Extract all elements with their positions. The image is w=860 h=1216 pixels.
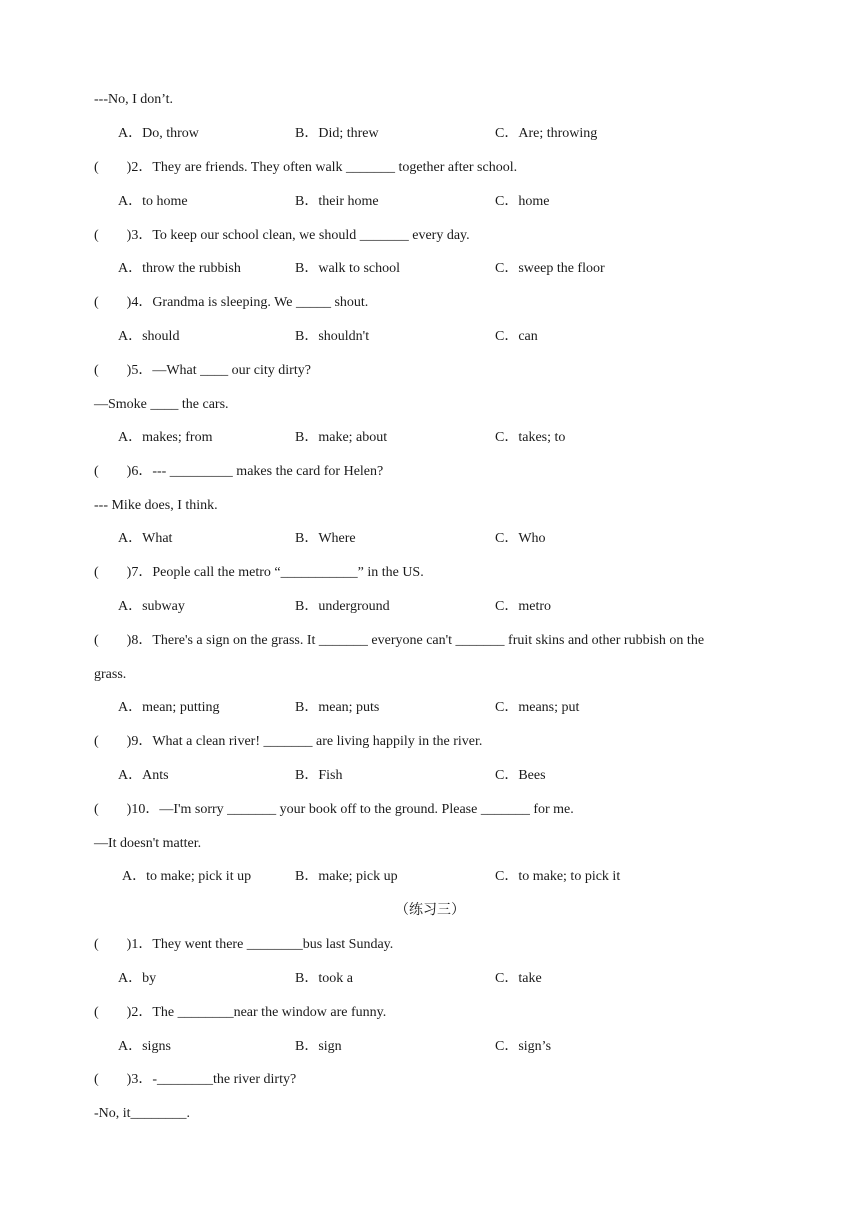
option-a: A．to home [118, 194, 188, 209]
option-b: B．took a [295, 971, 353, 986]
options-row [118, 260, 838, 278]
option-a: A．by [118, 971, 157, 986]
practice-question-3: ( )3．-________the river dirty? [94, 1072, 297, 1087]
option-c: C．Who [495, 531, 546, 546]
option-b: B．sign [295, 1039, 342, 1054]
question-4: ( )4．Grandma is sleeping. We _____ shout. [94, 295, 369, 310]
option-a: A．Do, throw [118, 126, 199, 141]
option-c: C．sweep the floor [495, 261, 605, 276]
option-c: C．means; put [495, 700, 580, 715]
options-row [118, 125, 838, 143]
option-c: C．home [495, 194, 550, 209]
question-10: ( )10．—I'm sorry _______ your book off to the ground. Please _______ for me. [94, 802, 574, 817]
option-c: C．Bees [495, 768, 546, 783]
question-8-continued: grass. [94, 667, 127, 682]
option-b: B．underground [295, 599, 390, 614]
section-heading: （练习三） [395, 903, 465, 918]
option-a: A．subway [118, 599, 185, 614]
option-a: A．What [118, 531, 173, 546]
question-9: ( )9．What a clean river! _______ are living happily in the river. [94, 734, 483, 749]
practice-question-1: ( )1．They went there ________bus last Sunday. [94, 937, 394, 952]
answer-line: ---No, I don’t. [94, 92, 174, 107]
option-c: C．to make; to pick it [495, 869, 621, 884]
option-c: C．sign’s [495, 1039, 552, 1054]
answer-line: —Smoke ____ the cars. [94, 397, 229, 412]
options-row [118, 699, 838, 717]
option-c: C．can [495, 329, 538, 344]
options-row [118, 767, 838, 785]
option-b: B．Did; threw [295, 126, 379, 141]
option-b: B．shouldn't [295, 329, 370, 344]
answer-line: --- Mike does, I think. [94, 498, 218, 513]
question-7: ( )7．People call the metro “___________” in the US. [94, 565, 424, 580]
options-row [118, 328, 838, 346]
practice-question-2: ( )2．The ________near the window are funny. [94, 1005, 387, 1020]
option-b: B．mean; puts [295, 700, 380, 715]
option-b: B．make; about [295, 430, 388, 445]
question-8: ( )8．There's a sign on the grass. It _______ everyone can't _______ fruit skins and other rubbish on the [94, 633, 705, 648]
option-b: B．walk to school [295, 261, 400, 276]
option-a: A．signs [118, 1039, 171, 1054]
option-c: C．take [495, 971, 542, 986]
question-2: ( )2．They are friends. They often walk _______ together after school. [94, 160, 518, 175]
options-row [118, 530, 838, 548]
option-b: B．make; pick up [295, 869, 398, 884]
option-a: A．Ants [118, 768, 169, 783]
option-a: A．throw the rubbish [118, 261, 241, 276]
option-a: A．to make; pick it up [122, 869, 252, 884]
options-row [118, 429, 838, 447]
option-c: C．Are; throwing [495, 126, 598, 141]
option-b: B．their home [295, 194, 379, 209]
options-row [118, 193, 838, 211]
option-a: A．makes; from [118, 430, 213, 445]
option-a: A．should [118, 329, 180, 344]
options-row [118, 1038, 838, 1056]
answer-line: -No, it________. [94, 1106, 191, 1121]
option-c: C．takes; to [495, 430, 566, 445]
option-a: A．mean; putting [118, 700, 220, 715]
options-row [118, 598, 838, 616]
question-6: ( )6．--- _________ makes the card for Helen? [94, 464, 384, 479]
options-row [118, 970, 838, 988]
options-row [122, 868, 842, 886]
option-b: B．Where [295, 531, 356, 546]
question-3: ( )3．To keep our school clean, we should _______ every day. [94, 228, 470, 243]
answer-line: —It doesn't matter. [94, 836, 202, 851]
option-c: C．metro [495, 599, 551, 614]
question-5: ( )5．—What ____ our city dirty? [94, 363, 311, 378]
option-b: B．Fish [295, 768, 343, 783]
